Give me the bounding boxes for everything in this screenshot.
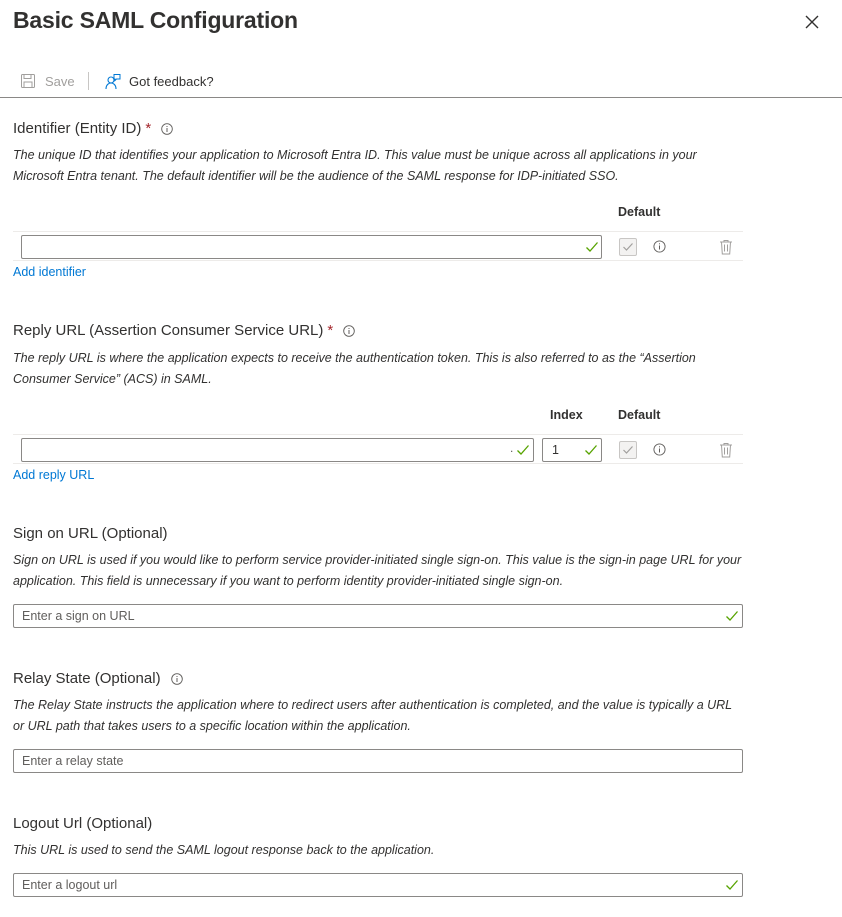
logout-url-section-title xyxy=(13,815,152,832)
valid-check-icon xyxy=(584,444,598,456)
identifier-default-column-header: Default xyxy=(618,205,661,219)
info-icon[interactable] xyxy=(161,123,173,135)
required-marker: * xyxy=(145,120,152,137)
delete-icon[interactable] xyxy=(719,442,733,458)
checkbox-check-icon xyxy=(620,442,636,458)
info-icon[interactable] xyxy=(343,325,355,337)
valid-check-icon xyxy=(725,879,739,891)
reply-url-overflow-indicator: . xyxy=(510,441,514,455)
reply-url-default-column-header: Default xyxy=(618,408,661,422)
reply-url-index-input[interactable] xyxy=(542,438,602,462)
add-identifier-link[interactable]: Add identifier xyxy=(13,265,86,279)
identifier-section-title xyxy=(13,120,173,137)
identifier-description: The unique ID that identifies your application to Microsoft Entra ID. This value must be unique across all applications in your Microsoft Entra tenant. The default identifier will be the audience of the SAML response for IDP-initiated SSO. xyxy=(13,148,697,183)
reply-url-section-title xyxy=(13,322,355,339)
relay-state-placeholder: Enter a relay state xyxy=(22,754,124,768)
save-button[interactable] xyxy=(20,70,75,92)
save-icon xyxy=(20,73,36,89)
relay-state-title: Relay State (Optional) xyxy=(13,670,161,687)
logout-url-placeholder: Enter a logout url xyxy=(22,878,118,892)
reply-url-default-checkbox[interactable] xyxy=(619,441,637,459)
reply-url-row xyxy=(13,434,743,464)
info-icon[interactable] xyxy=(653,443,666,456)
checkbox-check-icon xyxy=(620,239,636,255)
feedback-button[interactable] xyxy=(104,70,214,92)
save-label: Save xyxy=(45,73,75,89)
relay-state-section-title xyxy=(13,670,183,687)
reply-url-description: The reply URL is where the application expects to receive the authentication token. This is also referred to as the “Assertion Consumer Service” (ACS) in SAML. xyxy=(13,351,696,386)
sign-on-url-input[interactable] xyxy=(13,604,743,628)
reply-url-index-value: 1 xyxy=(552,443,559,457)
command-bar xyxy=(0,66,842,98)
identifier-row xyxy=(13,231,743,261)
identifier-title: Identifier (Entity ID) xyxy=(13,120,142,137)
relay-state-input[interactable] xyxy=(13,749,743,773)
sign-on-url-description: Sign on URL is used if you would like to perform service provider-initiated single sign-on. This value is the sign-in page URL for your application. This field is unnecessary if you want to perform identity provider-initiated single sign-on. xyxy=(13,553,742,588)
relay-state-description: The Relay State instructs the application where to redirect users after authentication is completed, and the value is typically a URL or URL path that takes users to a specific location within the application. xyxy=(13,698,732,733)
toolbar-divider xyxy=(88,72,89,90)
reply-url-index-column-header: Index xyxy=(550,408,583,422)
logout-url-description: This URL is used to send the SAML logout response back to the application. xyxy=(13,843,435,857)
sign-on-url-placeholder: Enter a sign on URL xyxy=(22,609,135,623)
add-reply-url-link[interactable]: Add reply URL xyxy=(13,468,95,482)
info-icon[interactable] xyxy=(171,673,183,685)
feedback-icon xyxy=(104,73,121,90)
valid-check-icon xyxy=(516,444,530,456)
sign-on-url-section-title xyxy=(13,525,168,542)
feedback-label: Got feedback? xyxy=(129,73,214,89)
valid-check-icon xyxy=(585,241,599,253)
info-icon[interactable] xyxy=(653,240,666,253)
required-marker: * xyxy=(327,322,334,339)
identifier-default-checkbox[interactable] xyxy=(619,238,637,256)
valid-check-icon xyxy=(725,610,739,622)
logout-url-title: Logout Url (Optional) xyxy=(13,815,153,832)
sign-on-url-title: Sign on URL (Optional) xyxy=(13,525,168,542)
page-title: Basic SAML Configuration xyxy=(13,7,298,33)
close-icon[interactable] xyxy=(800,10,824,34)
identifier-input[interactable] xyxy=(21,235,602,259)
reply-url-input[interactable] xyxy=(21,438,534,462)
logout-url-input[interactable] xyxy=(13,873,743,897)
delete-icon[interactable] xyxy=(719,239,733,255)
reply-url-title: Reply URL (Assertion Consumer Service URL) xyxy=(13,322,324,339)
